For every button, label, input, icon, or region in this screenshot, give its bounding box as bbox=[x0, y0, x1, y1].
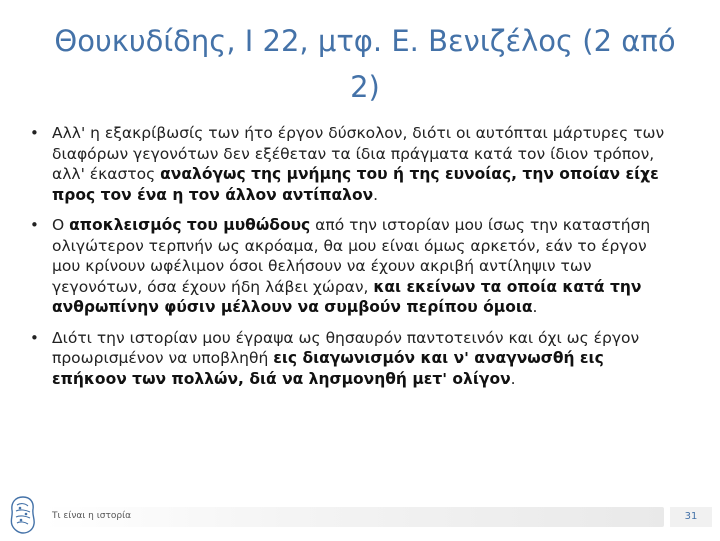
bullet-item bbox=[30, 123, 675, 205]
bullet-item bbox=[30, 328, 675, 390]
bullet-text-segment: Διότι την ιστορίαν μου έγραψα ως θησαυρόν παντοτεινόν και όχι ως έργον προωρισμένον να υποβληθή bbox=[52, 328, 640, 367]
bullet-marker: • bbox=[30, 216, 39, 234]
page-number: 31 bbox=[670, 507, 712, 527]
bullet-item bbox=[30, 215, 675, 318]
slide-title: Θουκυδίδης, Ι 22, μτφ. Ε. Βενιζέλος (2 από 2) bbox=[54, 24, 676, 104]
bullet-marker: • bbox=[30, 124, 39, 142]
bullet-text-segment: Ο bbox=[52, 216, 70, 234]
footer-bar bbox=[44, 507, 664, 527]
bullet-text-emphasis: αναλόγως της μνήμης του ή της ευνοίας, την οποίαν είχε προς τον ένα η τον άλλον αντίπαλον bbox=[52, 165, 659, 204]
bullet-text-segment: . bbox=[532, 298, 538, 316]
bullet-text-emphasis: και εκείνων τα οποία κατά την ανθρωπίνην φύσιν μέλλουν να συμβούν περίπου όμοια bbox=[52, 277, 642, 316]
bullet-text-segment: Αλλ' η εξακρίβωσίς των ήτο έργον δύσκολον, διότι οι αυτόπται μάρτυρες των διαφόρων γεγονότων δεν εξέθεταν τα ίδια πράγματα κατά τον ίδιον τρόπον, αλλ' έκαστος bbox=[52, 124, 665, 183]
university-logo-icon bbox=[6, 493, 40, 537]
bullet-text-emphasis: εις διαγωνισμόν και ν' αναγνωσθή εις επήκοον των πολλών, διά να λησμονηθή μετ' ολίγον bbox=[52, 349, 604, 388]
slide-content bbox=[30, 123, 675, 399]
bullet-text-segment: από την ιστορίαν μου ίσως την καταστήση ολιγώτερον τερπνήν ως ακρόαμα, θα μου είναι όμως αρκετόν, εάν το έργον μου κρίνουν ωφέλιμον όσοι θελήσουν να έχουν ακριβή αντίληψιν των γεγονότων, όσα έχουν ήδη λάβει χώραν, bbox=[52, 216, 651, 296]
bullet-text-emphasis: αποκλεισμός του μυθώδους bbox=[69, 216, 311, 234]
bullet-text-segment: . bbox=[373, 185, 379, 204]
bullet-text-segment: . bbox=[510, 369, 516, 388]
footer-title: Τι είναι η ιστορία bbox=[52, 511, 132, 521]
bullet-marker: • bbox=[30, 328, 39, 347]
